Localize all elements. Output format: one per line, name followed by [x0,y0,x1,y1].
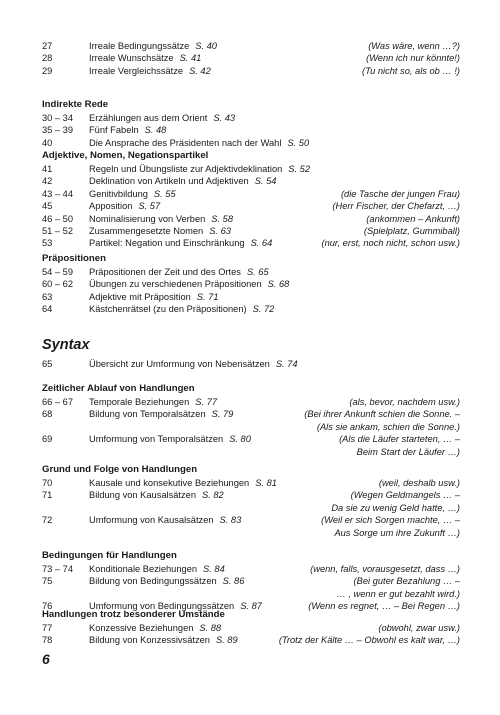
entry-page-ref: S. 63 [209,226,231,236]
toc-entry [42,358,460,370]
entry-example-line2: … , wenn er gut bezahlt wird.) [336,588,460,599]
entry-number: 54 – 59 [42,267,74,277]
page-number: 6 [42,651,50,667]
entry-page-ref: S. 86 [222,576,245,587]
entry-example: (ankommen – Ankunft) [366,213,460,224]
entry-title: Erzählungen aus dem Orient S. 43 [89,113,236,123]
section-heading: Grund und Folge von Handlungen [42,464,198,475]
entry-title: Übungen zu verschiedenen Präpositionen S. 68 [89,279,290,290]
entry-page-ref: S. 77 [195,397,217,407]
entry-example-continued [42,527,460,539]
toc-entry [42,278,460,290]
entry-title: Umformung von Kausalsätzen S. 83 [89,515,242,526]
entry-example-continued [42,588,460,600]
toc-entry [42,237,460,249]
entry-number: 45 [42,201,53,212]
section-heading: Präpositionen [42,253,106,264]
entry-number: 35 – 39 [42,125,74,136]
toc-entry [42,433,460,445]
entry-example: (Als die Läufer starteten, … – [339,434,460,445]
entry-number: 64 [42,304,53,315]
entry-title: Bildung von Konzessivsätzen S. 89 [89,635,238,646]
entry-number: 60 – 62 [42,279,74,290]
entry-page-ref: S. 83 [219,515,242,526]
entry-page-ref: S. 79 [211,409,234,420]
entry-example: (Was wäre, wenn …?) [368,41,460,51]
entry-example: (Bei guter Bezahlung … – [353,576,460,587]
entry-title: Fünf Fabeln S. 48 [89,125,167,136]
entry-title: Übersicht zur Umformung von Nebensätzen S. 74 [89,359,298,369]
entry-example: (nur, erst, noch nicht, schon usw.) [321,238,460,249]
entry-page-ref: S. 84 [203,564,225,574]
entry-example-line2: Da sie zu wenig Geld hatte, …) [331,502,460,513]
entry-page-ref: S. 68 [267,279,290,290]
entry-number: 53 [42,238,53,249]
entry-number: 69 [42,434,53,445]
entry-example-continued [42,446,460,458]
section-heading: Bedingungen für Handlungen [42,550,177,561]
entry-page-ref: S. 48 [144,125,167,136]
entry-page-ref: S. 40 [195,41,217,51]
entry-number: 72 [42,515,53,526]
entry-page-ref: S. 57 [138,201,161,212]
entry-title: Umformung von Bedingungssätzen S. 87 [89,601,262,612]
entry-page-ref: S. 64 [250,238,273,249]
toc-entry [42,622,460,634]
toc-entry [42,200,460,212]
toc-entry [42,396,460,408]
entry-example-continued [42,421,460,433]
entry-title: Bildung von Bedingungssätzen S. 86 [89,576,245,587]
entry-number: 30 – 34 [42,113,74,123]
entry-title: Bildung von Temporalsätzen S. 79 [89,409,234,420]
toc-entry [42,634,460,646]
entry-example: (als, bevor, nachdem usw.) [349,397,460,407]
entry-title: Irreale Vergleichssätze S. 42 [89,65,211,76]
entry-number: 28 [42,53,53,64]
entry-title: Deklination von Artikeln und Adjektiven S. 54 [89,176,277,187]
entry-number: 43 – 44 [42,188,74,199]
entry-example: (Weil er sich Sorgen machte, … – [321,515,460,526]
entry-title: Nominalisierung von Verben S. 58 [89,213,233,224]
entry-page-ref: S. 81 [255,478,277,488]
entry-page-ref: S. 74 [275,359,298,369]
entry-number: 71 [42,490,53,501]
toc-entry [42,489,460,501]
toc-entry [42,124,460,136]
entry-page-ref: S. 89 [215,635,238,646]
toc-entry [42,477,460,489]
section-heading: Adjektive, Nomen, Negationspartikel [42,150,209,161]
entry-number: 29 [42,65,53,76]
entry-page-ref: S. 52 [288,164,311,174]
entry-number: 70 [42,478,53,488]
entry-title: Apposition S. 57 [89,201,161,212]
entry-title: Kausale und konsekutive Beziehungen S. 81 [89,478,277,488]
entry-example: (Wegen Geldmangels … – [350,490,460,501]
toc-entry [42,52,460,64]
entry-example: (Wenn es regnet, … – Bei Regen …) [308,601,460,612]
toc-entry [42,40,460,52]
entry-page-ref: S. 55 [153,188,176,199]
entry-page-ref: S. 71 [196,291,219,302]
entry-number: 66 – 67 [42,397,74,407]
entry-title: Irreale Bedingungssätze S. 40 [89,41,217,51]
entry-example: (Wenn ich nur könnte!) [366,53,460,64]
section-title-syntax: Syntax [42,337,90,353]
toc-entry [42,266,460,278]
entry-title: Die Ansprache des Präsidenten nach der Wahl S. 50 [89,137,310,148]
entry-title: Kästchenrätsel (zu den Präpositionen) S. 72 [89,304,275,315]
entry-page-ref: S. 50 [287,137,310,148]
toc-entry [42,408,460,420]
toc-entry [42,213,460,225]
entry-number: 27 [42,41,53,51]
toc-entry [42,575,460,587]
entry-number: 75 [42,576,53,587]
entry-title: Konzessive Beziehungen S. 88 [89,623,222,633]
entry-number: 65 [42,359,53,369]
entry-title: Zusammengesetzte Nomen S. 63 [89,226,231,236]
entry-page-ref: S. 41 [179,53,202,64]
entry-example: (Trotz der Kälte … – Obwohl es kalt war, …) [278,635,460,646]
toc-entry [42,303,460,315]
entry-example-line2: Aus Sorge um ihre Zukunft …) [334,527,460,538]
entry-title: Umformung von Temporalsätzen S. 80 [89,434,251,445]
entry-page-ref: S. 42 [189,65,211,76]
toc-entry [42,112,460,124]
toc-entry [42,175,460,187]
entry-example: (wenn, falls, vorausgesetzt, dass …) [310,564,460,574]
entry-example-continued [42,502,460,514]
entry-number: 73 – 74 [42,564,74,574]
entry-title: Adjektive mit Präposition S. 71 [89,291,219,302]
entry-number: 63 [42,291,53,302]
entry-title: Genitivbildung S. 55 [89,188,176,199]
toc-entry [42,65,460,77]
entry-page-ref: S. 43 [213,113,236,123]
entry-number: 77 [42,623,53,633]
toc-entry [42,514,460,526]
toc-entry [42,225,460,237]
entry-example-line2: (Als sie ankam, schien die Sonne.) [316,421,460,432]
toc-entry [42,188,460,200]
entry-title: Bildung von Kausalsätzen S. 82 [89,490,224,501]
toc-entry [42,163,460,175]
entry-title: Temporale Beziehungen S. 77 [89,397,217,407]
entry-number: 42 [42,176,53,187]
entry-page-ref: S. 87 [240,601,262,612]
entry-example: (obwohl, zwar usw.) [378,623,460,633]
entry-example: (die Tasche der jungen Frau) [340,188,460,199]
toc-entry [42,137,460,149]
entry-title: Regeln und Übungsliste zur Adjektivdeklination S. 52 [89,164,311,174]
toc-entry [42,291,460,303]
section-heading: Handlungen trotz besonderer Umstände [42,609,225,620]
entry-number: 41 [42,164,53,174]
entry-page-ref: S. 88 [199,623,222,633]
entry-number: 68 [42,409,53,420]
entry-title: Konditionale Beziehungen S. 84 [89,564,225,574]
section-heading: Indirekte Rede [42,99,109,110]
entry-page-ref: S. 58 [211,213,233,224]
entry-example-line2: Beim Start der Läufer …) [356,446,460,457]
entry-example: (Herr Fischer, der Chefarzt, …) [332,201,460,212]
entry-title: Präpositionen der Zeit und des Ortes S. 65 [89,267,269,277]
entry-example: (weil, deshalb usw.) [378,478,460,488]
entry-number: 78 [42,635,53,646]
entry-page-ref: S. 65 [246,267,269,277]
entry-number: 46 – 50 [42,213,74,224]
entry-title: Irreale Wunschsätze S. 41 [89,53,202,64]
entry-example: (Tu nicht so, als ob … !) [362,65,460,76]
entry-number: 51 – 52 [42,226,74,236]
entry-example: (Spielplatz, Gummiball) [363,226,460,236]
entry-page-ref: S. 80 [229,434,251,445]
entry-example: (Bei ihrer Ankunft schien die Sonne. – [304,409,460,420]
entry-page-ref: S. 82 [202,490,224,501]
entry-title: Partikel: Negation und Einschränkung S. 64 [89,238,273,249]
entry-page-ref: S. 54 [254,176,277,187]
entry-number: 40 [42,137,53,148]
section-heading: Zeitlicher Ablauf von Handlungen [42,383,195,394]
entry-number: 76 [42,601,53,612]
toc-entry [42,563,460,575]
entry-page-ref: S. 72 [252,304,275,315]
